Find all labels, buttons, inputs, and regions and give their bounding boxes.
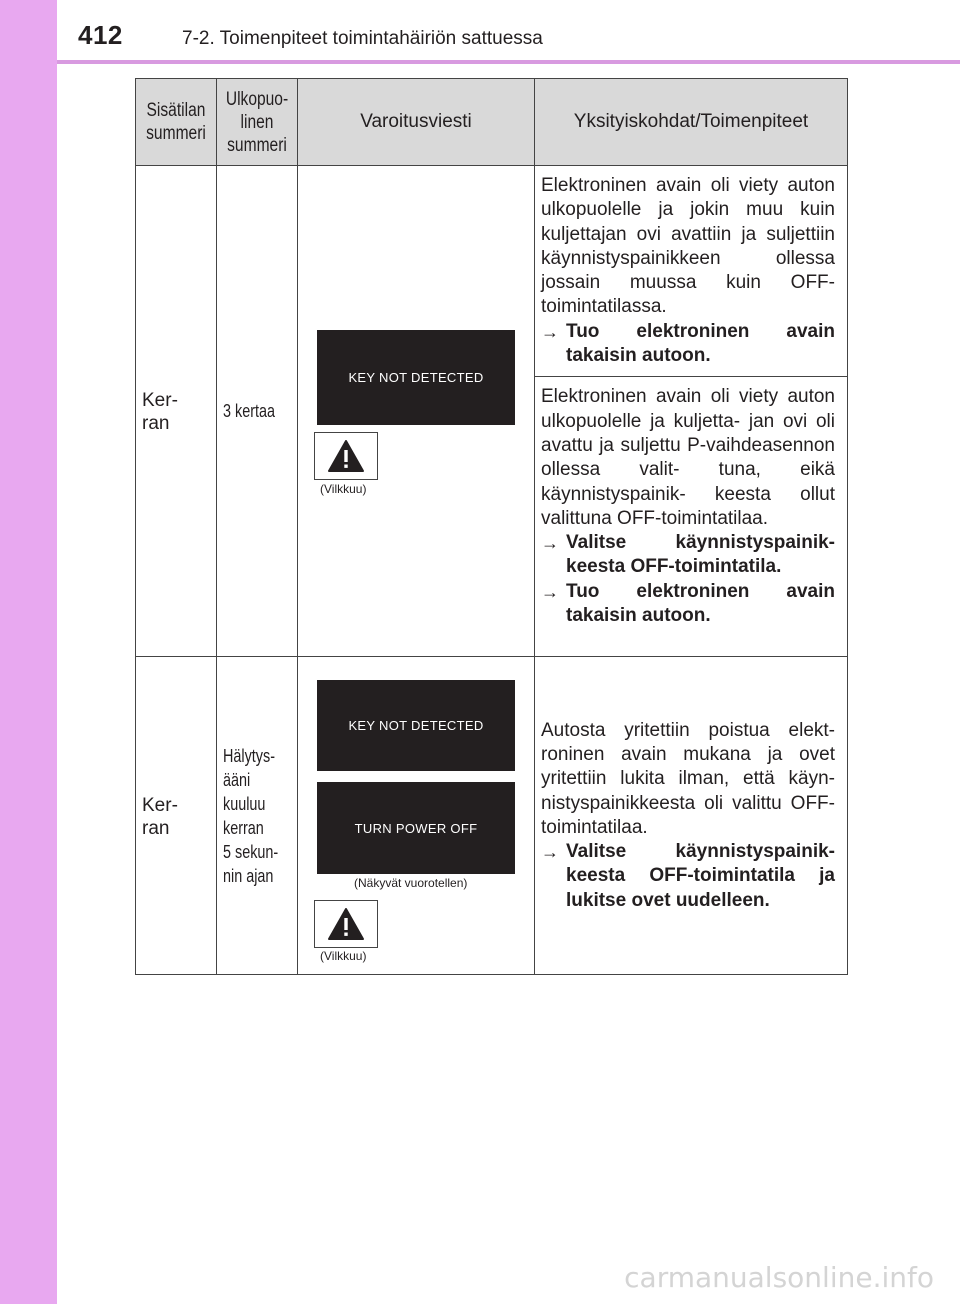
warning-table	[135, 78, 848, 975]
arrow-icon: →	[541, 842, 559, 863]
multi-display-screen: KEY NOT DETECTED	[317, 680, 515, 771]
warning-message-cell	[298, 166, 535, 657]
warning-triangle-icon	[314, 432, 378, 480]
blink-caption: (Vilkkuu)	[320, 949, 367, 964]
blink-caption: (Vilkkuu)	[320, 482, 367, 496]
side-bar	[0, 0, 57, 1304]
action-item: → Valitse käynnistyspainik- keesta OFF-toimintatila.	[541, 531, 835, 580]
multi-display-screen: KEY NOT DETECTED	[317, 330, 515, 425]
warning-message-cell	[298, 657, 535, 975]
detail-text: Autosta yritettiin poistua elekt- roninen avain mukana ja ovet yritettiin lukita ilman, että käyn- nistyspainikkeesta oli valittu OFF-toimintatilaa.	[541, 719, 835, 838]
table-row	[136, 166, 848, 377]
alternating-caption: (Näkyvät vuorotellen)	[354, 876, 468, 891]
detail-cell	[535, 377, 848, 657]
detail-text: Elektroninen avain oli viety auton ulkopuolelle ja jokin muu kuin kuljettajan ovi avattiin ja suljettiin käynnistyspainikkeen ollessa jossain muussa kuin OFF-toimintatilassa.	[541, 175, 835, 318]
col-details: Yksityiskohdat/Toimenpiteet	[535, 79, 848, 166]
inside-buzzer-cell: Ker- ran	[136, 657, 217, 975]
action-item: → Valitse käynnistyspainik- keesta OFF-toimintatila ja lukitse ovet uudelleen.	[541, 840, 835, 913]
col-inside-buzzer: Sisätilan summeri	[136, 79, 217, 166]
col-outside-buzzer: Ulkopuo- linen summeri	[217, 79, 298, 166]
detail-text: Elektroninen avain oli viety auton ulkopuolelle ja kuljetta- jan ovi oli avattu ja suljettu P-vaihdeasennon ollessa valit- tuna, eikä käynnistyspainik- keesta ollut valittuna OFF-toimintatilaa.	[541, 386, 835, 529]
arrow-icon: →	[541, 533, 559, 554]
arrow-icon: →	[541, 321, 559, 342]
detail-cell	[535, 657, 848, 975]
watermark: carmanualsonline.info	[624, 1261, 934, 1294]
detail-cell	[535, 166, 848, 377]
outside-buzzer-cell: 3 kertaa	[217, 166, 298, 657]
inside-buzzer-cell: Ker- ran	[136, 166, 217, 657]
header-rule	[57, 60, 960, 64]
arrow-icon: →	[541, 581, 559, 602]
action-item: → Tuo elektroninen avain takaisin autoon.	[541, 580, 835, 629]
multi-display-screen: TURN POWER OFF	[317, 782, 515, 874]
table-row	[136, 657, 848, 975]
table-header-row	[136, 79, 848, 166]
col-warning-message: Varoitusviesti	[298, 79, 535, 166]
page-number: 412	[78, 20, 123, 50]
warning-triangle-icon	[314, 900, 378, 948]
section-title: 7-2. Toimenpiteet toimintahäiriön sattuessa	[182, 28, 543, 49]
outside-buzzer-cell: Hälytys- ääni kuuluu kerran 5 sekun- nin ajan	[217, 657, 298, 975]
action-item: → Tuo elektroninen avain takaisin autoon.	[541, 320, 835, 369]
